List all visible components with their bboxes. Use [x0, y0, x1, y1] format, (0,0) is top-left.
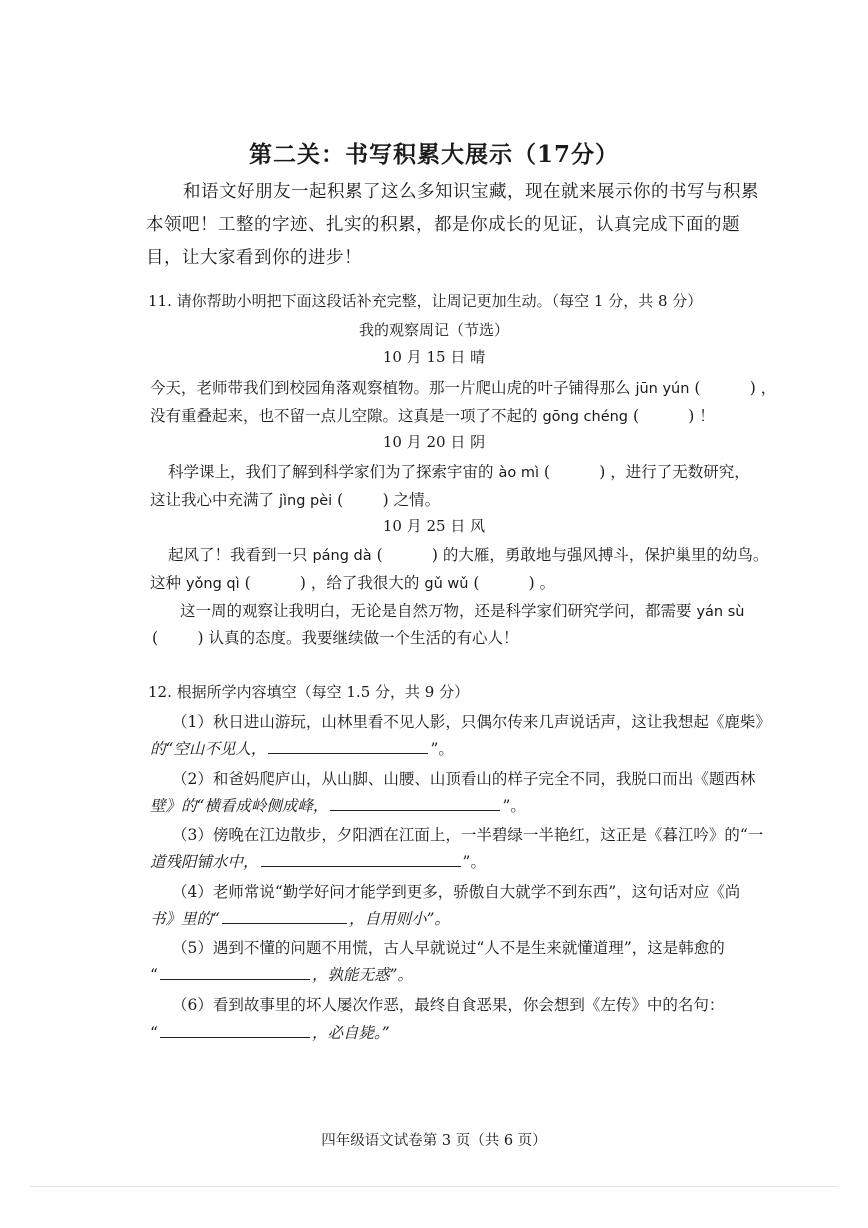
entry3-text-a: 起风了！我看到一只 — [168, 546, 308, 564]
entry1-line1 — [150, 376, 777, 398]
q12-item5-line1: （5）遇到不懂的问题不用慌，古人早就说过“人不是生来就懂道理”，这是韩愈的 — [172, 939, 725, 957]
entry2-line2 — [150, 488, 770, 510]
q12-item4-prompt: 书》里的“ — [150, 910, 220, 928]
closing-line1 — [180, 599, 800, 621]
entry1-date: 10 月 15 日 晴 — [382, 348, 486, 366]
q12-item6-end: ，必自毙。” — [311, 1024, 390, 1042]
pinyin-jun-yun: jūn yún — [635, 381, 690, 397]
q12-item4-end: ，自用则小”。 — [348, 910, 450, 928]
answer-blank[interactable]: ( ) — [376, 546, 438, 564]
q12-item6-line1: （6）看到故事里的坏人屡次作恶，最终自食恶果，你会想到《左传》中的名句： — [172, 996, 725, 1014]
section-intro: 和语文好朋友一起积累了这么多知识宝藏，现在就来展示你的书写与积累本领吧！工整的字迹、扎实的积累，都是你成长的见证，认真完成下面的题目，让大家看到你的进步！ — [146, 182, 759, 268]
entry2-text-c: 这让我心中充满了 — [150, 491, 275, 509]
pinyin-jing-pei: jìng pèi — [278, 493, 333, 509]
pinyin-ao-mi: ào mì — [498, 465, 539, 481]
pinyin-pang-da: páng dà — [312, 548, 372, 564]
answer-line[interactable] — [160, 1023, 310, 1038]
closing-text-a: 这一周的观察让我明白，无论是自然万物，还是科学家们研究学问，都需要 — [180, 602, 692, 620]
entry2-text-d: 之情。 — [393, 491, 441, 509]
answer-blank[interactable]: ( ) — [152, 629, 204, 647]
q12-item2-prompt: 壁》的“横看成岭侧成峰， — [150, 797, 329, 815]
entry3-text-e: 。 — [539, 574, 556, 592]
q12-item3-line1: （3）傍晚在江边散步，夕阳洒在江面上，一半碧绿一半艳红，这正是《暮江吟》的“一 — [172, 826, 764, 844]
q12-item3-line2 — [150, 850, 770, 872]
entry1-line2 — [150, 404, 770, 426]
answer-blank[interactable]: ( ) — [543, 463, 606, 481]
q12-item2-line1: （2）和爸妈爬庐山，从山脚、山腰、山顶看山的样子完全不同，我脱口而出《题西林 — [172, 770, 756, 788]
answer-blank[interactable]: ( ) — [694, 379, 756, 397]
entry1-text-c: 没有重叠起来，也不留一点儿空隙。这真是一项了不起的 — [150, 407, 538, 425]
q12-item1-prompt: 的“空山不见人， — [150, 740, 267, 758]
closing-text-b: 认真的态度。我要继续做一个生活的有心人！ — [208, 629, 519, 647]
answer-line[interactable] — [222, 909, 347, 924]
entry2-text-b: ，进行了无数研究， — [610, 463, 750, 481]
q12-item1-line2 — [150, 737, 770, 759]
entry1-text-b: ， — [760, 379, 777, 397]
q12-item4-line2 — [150, 907, 770, 929]
answer-blank[interactable]: ( ) — [632, 407, 695, 425]
entry3-text-c: 这种 — [150, 574, 182, 592]
q12-item5-line2 — [150, 963, 770, 985]
q12-item6-prompt: “ — [150, 1024, 158, 1042]
entry3-line2 — [150, 571, 770, 593]
entry1-text-a: 今天，老师带我们到校园角落观察植物。那一片爬山虎的叶子铺得那么 — [150, 379, 631, 397]
answer-line[interactable] — [160, 965, 310, 980]
q12-item2-end: ”。 — [502, 797, 526, 815]
answer-line[interactable] — [268, 739, 428, 754]
answer-blank[interactable]: ( ) — [473, 574, 535, 592]
entry3-text-d: ，给了我很大的 — [310, 574, 420, 592]
q12-item4-line1: （4）老师常说“勤学好问才能学到更多，骄傲自大就学不到东西”，这句话对应《尚 — [172, 883, 741, 901]
entry2-text-a: 科学课上，我们了解到科学家们为了探索宇宙的 — [168, 463, 494, 481]
answer-blank[interactable]: ( ) — [337, 491, 389, 509]
entry3-date: 10 月 25 日 风 — [382, 517, 486, 535]
q11-heading: 11. 请你帮助小明把下面这段话补充完整，让周记更加生动。（每空 1 分，共 8 分） — [148, 292, 703, 310]
page-edge-divider — [30, 1186, 838, 1187]
pinyin-yong-qi: yǒng qì — [185, 576, 240, 592]
entry2-line1 — [168, 460, 788, 482]
entry2-date: 10 月 20 日 阴 — [382, 433, 486, 451]
q12-item6-line2 — [150, 1021, 770, 1043]
journal-subtitle: 我的观察周记（节选） — [358, 321, 509, 339]
answer-line[interactable] — [261, 852, 461, 867]
q12-heading: 12. 根据所学内容填空（每空 1.5 分，共 9 分） — [148, 683, 470, 701]
page-footer: 四年级语文试卷第 3 页（共 6 页） — [321, 1133, 547, 1149]
entry3-line1 — [168, 543, 788, 565]
q12-item2-line2 — [150, 794, 770, 816]
closing-line2 — [152, 626, 772, 648]
answer-line[interactable] — [330, 796, 500, 811]
pinyin-gu-wu: gǔ wǔ — [424, 576, 469, 592]
pinyin-yan-su: yán sù — [696, 604, 745, 620]
q12-item5-end: ，孰能无惑”。 — [311, 966, 413, 984]
answer-blank[interactable]: ( ) — [244, 574, 306, 592]
entry1-text-d: ！ — [699, 407, 715, 425]
q12-item1-line1: （1）秋日进山游玩，山林里看不见人影，只偶尔传来几声说话声，这让我想起《鹿柴》 — [172, 713, 771, 731]
pinyin-gong-cheng: gōng chéng — [542, 409, 629, 425]
section-title: 第二关：书写积累大展示（17分） — [248, 141, 619, 168]
q12-item3-end: ”。 — [462, 853, 486, 871]
q12-item3-prompt: 道残阳铺水中， — [150, 853, 259, 871]
q12-item5-prompt: “ — [150, 966, 158, 984]
entry3-text-b: 的大雁，勇敢地与强风搏斗，保护巢里的幼鸟。 — [442, 546, 769, 564]
q12-item1-end: ”。 — [430, 740, 454, 758]
